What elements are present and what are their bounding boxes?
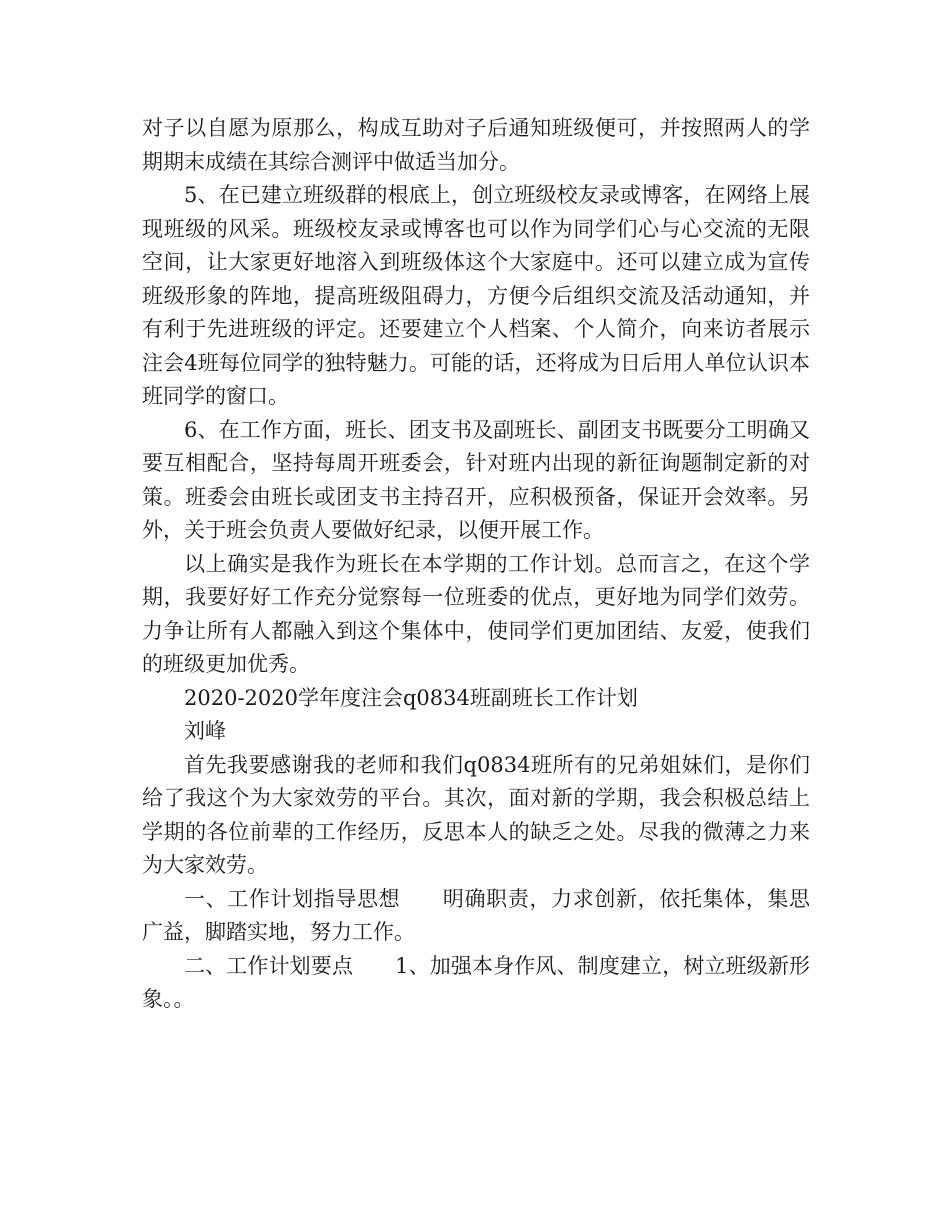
paragraph-continuation: 对子以自愿为原那么，构成互助对子后通知班级便可，并按照两人的学期期末成绩在其综合测评中做适当加分。 <box>142 116 810 174</box>
section-two-body: 1、加强本身作风、制度建立，树立班级新形象。。 <box>142 953 810 1011</box>
paragraph-summary: 以上确实是我作为班长在本学期的工作计划。总而言之，在这个学期，我要好好工作充分觉察每一位班委的优点，更好地为同学们效劳。力争让所有人都融入到这个集体中，使同学们更加团结、友爱，使我们的班级更加优秀。 <box>142 551 810 676</box>
plan-title: 2020-2020学年度注会q0834班副班长工作计划 <box>184 685 638 710</box>
paragraph-intro: 首先我要感谢我的老师和我们q0834班所有的兄弟姐妹们，是你们给了我这个为大家效劳的平台。其次，面对新的学期，我会积极总结上学期的各位前辈的工作经历，反思本人的缺乏之处。尽我的微薄之力来为大家效劳。 <box>142 752 810 877</box>
section-one <box>142 883 810 950</box>
plan-author: 刘峰 <box>184 719 226 743</box>
section-two <box>142 950 810 1017</box>
section-one-heading: 一、工作计划指导思想 <box>184 886 401 911</box>
section-two-heading: 二、工作计划要点 <box>184 953 354 978</box>
section-one-body: 明确职责，力求创新，依托集体，集思广益，脚踏实地，努力工作。 <box>142 886 810 944</box>
document-body <box>142 112 810 1017</box>
paragraph-item-6: 6、在工作方面，班长、团支书及副班长、副团支书既要分工明确又要互相配合，坚持每周开班委会，针对班内出现的新征询题制定新的对策。班委会由班长或团支书主持召开，应积极预备，保证开会效率。另外，关于班会负责人要做好纪录，以便开展工作。 <box>142 417 810 542</box>
paragraph-item-5: 5、在已建立班级群的根底上，创立班级校友录或博客，在网络上展现班级的风采。班级校友录或博客也可以作为同学们心与心交流的无限空间，让大家更好地溶入到班级体这个大家庭中。还可以建立成为宣传班级形象的阵地，提高班级阻碍力，方便今后组织交流及活动通知，并有利于先进班级的评定。还要建立个人档案、个人简介，向来访者展示注会4班每位同学的独特魅力。可能的话，还将成为日后用人单位认识本班同学的窗口。 <box>142 183 810 408</box>
